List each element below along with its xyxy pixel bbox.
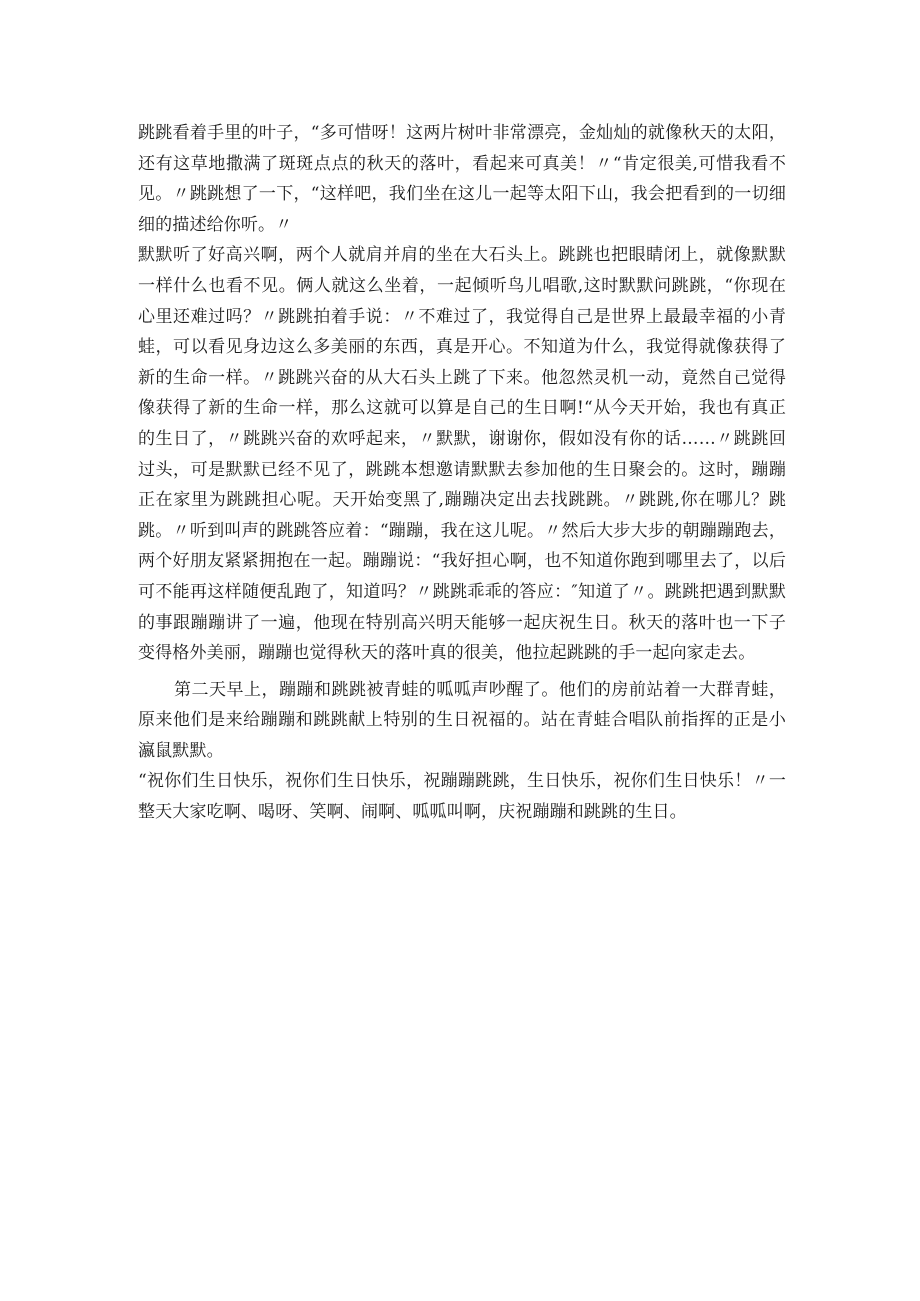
document-page	[138, 118, 786, 828]
paragraph-4: “祝你们生日快乐，祝你们生日快乐，祝蹦蹦跳跳，生日快乐，祝你们生日快乐！〃一整天大家吃啊、喝呀、笑啊、闹啊、呱呱叫啊，庆祝蹦蹦和跳跳的生日。	[138, 771, 786, 823]
paragraph-3: 第二天早上，蹦蹦和跳跳被青蛙的呱呱声吵醒了。他们的房前站着一大群青蛙，原来他们是来给蹦蹦和跳跳献上特别的生日祝福的。站在青蛙合唱队前指挥的正是小瀛鼠默默。	[138, 679, 786, 761]
paragraph-2: 默默听了好高兴啊，两个人就肩并肩的坐在大石头上。跳跳也把眼睛闭上，就像默默一样什么也看不见。俩人就这么坐着，一起倾听鸟儿唱歌,这时默默问跳跳，“你现在心里还难过吗？〃跳跳拍着手说：〃不难过了，我觉得自己是世界上最最幸福的小青蛙，可以看见身边这么多美丽的东西，真是开心。不知道为什么，我觉得就像获得了新的生命一样。〃跳跳兴奋的从大石头上跳了下来。他忽然灵机一动，竟然自己觉得像获得了新的生命一样，那么这就可以算是自己的生日啊!“从今天开始，我也有真正的生日了，〃跳跳兴奋的欢呼起来，〃默默，谢谢你，假如没有你的话……〃跳跳回过头，可是默默已经不见了，跳跳本想邀请默默去参加他的生日聚会的。这时，蹦蹦正在家里为跳跳担心呢。天开始变黑了,蹦蹦决定出去找跳跳。〃跳跳,你在哪儿？跳跳。〃听到叫声的跳跳答应着：“蹦蹦，我在这儿呢。〃然后大步大步的朝蹦蹦跑去，两个好朋友紧紧拥抱在一起。蹦蹦说：“我好担心啊，也不知道你跑到哪里去了，以后可不能再这样随便乱跑了，知道吗？〃跳跳乖乖的答应：″知道了〃。跳跳把遇到默默的事跟蹦蹦讲了一遍，他现在特别高兴明天能够一起庆祝生日。秋天的落叶也一下子变得格外美丽，蹦蹦也觉得秋天的落叶真的很美，他拉起跳跳的手一起向家走去。	[138, 245, 786, 664]
paragraph-1: 跳跳看着手里的叶子，“多可惜呀！这两片树叶非常漂亮，金灿灿的就像秋天的太阳，还有这草地撒满了斑斑点点的秋天的落叶，看起来可真美！〃“肯定很美,可惜我看不见。〃跳跳想了一下，“这样吧，我们坐在这儿一起等太阳下山，我会把看到的一切细细的描述给你听。〃	[138, 123, 786, 235]
